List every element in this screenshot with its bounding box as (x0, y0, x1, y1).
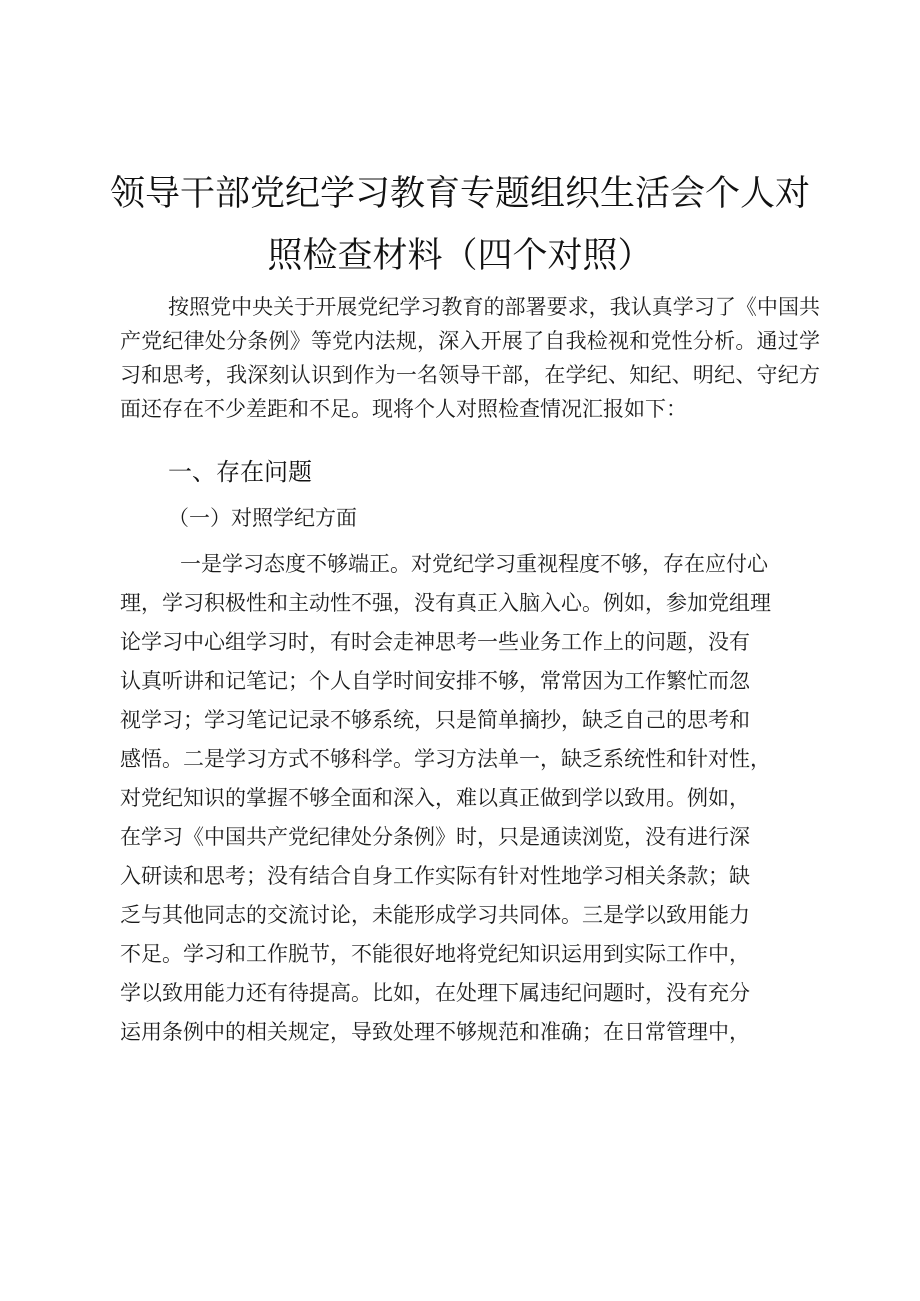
subsection-heading-study: （一）对照学纪方面 (168, 506, 357, 530)
body-line: 学以致用能力还有待提高。比如，在处理下属违纪问题时，没有充分 (120, 981, 750, 1005)
body-line: 认真听讲和记笔记；个人自学时间安排不够，常常因为工作繁忙而忽 (120, 669, 750, 693)
body-line: 视学习；学习笔记记录不够系统，只是简单摘抄，缺乏自己的思考和 (120, 708, 750, 732)
body-line: 感悟。二是学习方式不够科学。学习方法单一，缺乏系统性和针对性， (120, 747, 771, 771)
body-line: 运用条例中的相关规定，导致处理不够规范和准确；在日常管理中， (120, 1020, 750, 1044)
document-title-line-2: 照检查材料（四个对照） (267, 236, 653, 276)
document-title-line-1: 领导干部党纪学习教育专题组织生活会个人对 (109, 174, 810, 214)
body-line: 入研读和思考；没有结合自身工作实际有针对性地学习相关条款；缺 (120, 864, 750, 888)
section-heading-issues: 一、存在问题 (168, 458, 312, 486)
body-line: 论学习中心组学习时，有时会走神思考一些业务工作上的问题，没有 (120, 630, 750, 654)
body-line: 不足。学习和工作脱节，不能很好地将党纪知识运用到实际工作中， (120, 942, 750, 966)
body-paragraph (120, 545, 820, 1052)
body-line: 在学习《中国共产党纪律处分条例》时，只是通读浏览，没有进行深 (120, 825, 750, 849)
intro-paragraph: 按照党中央关于开展党纪学习教育的部署要求，我认真学习了《中国共产党纪律处分条例》等党内法规，深入开展了自我检视和党性分析。通过学习和思考，我深刻认识到作为一名领导干部，在学纪、知纪、明纪、守纪方面还存在不少差距和不足。现将个人对照检查情况汇报如下： (120, 295, 820, 421)
body-line: 一是学习态度不够端正。对党纪学习重视程度不够，存在应付心 (180, 552, 768, 576)
body-line: 乏与其他同志的交流讨论，未能形成学习共同体。三是学以致用能力 (120, 903, 750, 927)
body-line: 理，学习积极性和主动性不强，没有真正入脑入心。例如，参加党组理 (120, 591, 771, 615)
body-line: 对党纪知识的掌握不够全面和深入，难以真正做到学以致用。例如， (120, 786, 750, 810)
